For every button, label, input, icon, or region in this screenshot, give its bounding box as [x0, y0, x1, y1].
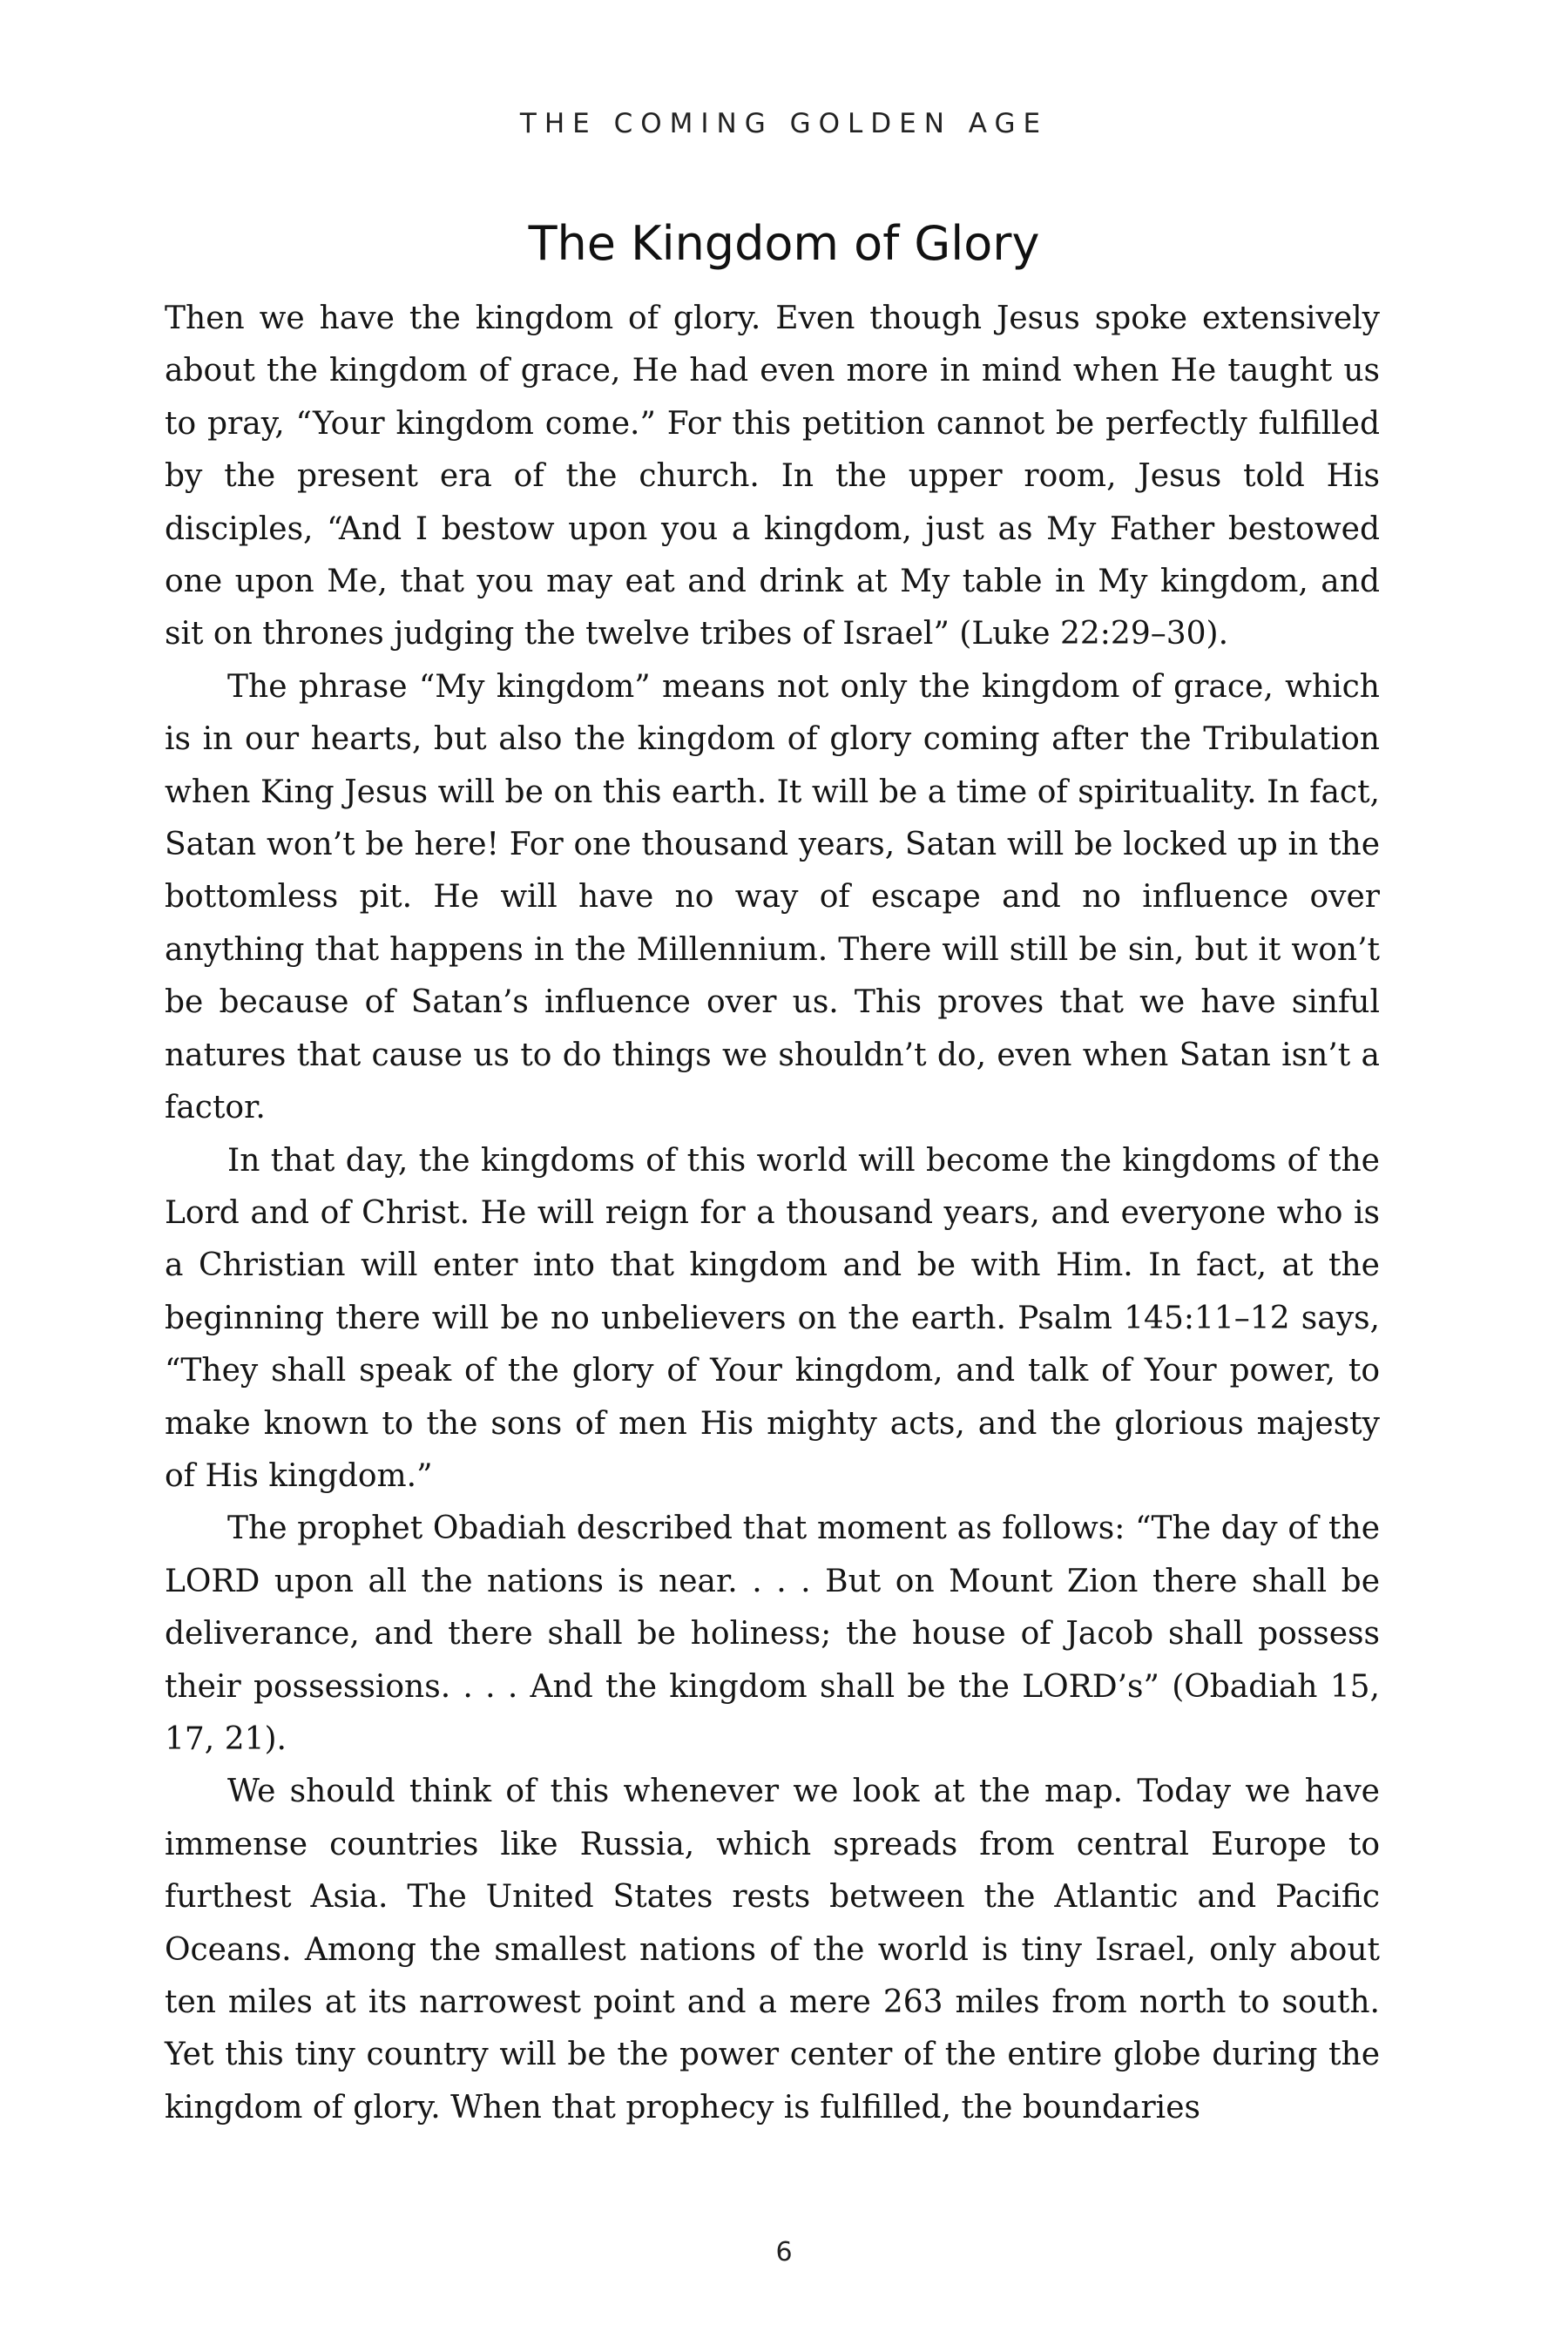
- body-text: [165, 293, 1380, 2134]
- paragraph: The prophet Obadiah described that moment as follows: “The day of the LORD upon all the nations is near. . . . But on Mount Zion there shall be deliverance, and there shall be holiness; the house of Jacob shall possess their possessions. . . . And the kingdom shall be the LORD’s” (Obadiah 15, 17, 21).: [165, 1511, 1380, 1757]
- paragraph: Then we have the kingdom of glory. Even though Jesus spoke extensively about the kingdom of grace, He had even more in mind when He taught us to pray, “Your kingdom come.” For this petition cannot be perfectly fulfilled by the present era of the church. In the upper room, Jesus told His disciples, “And I bestow upon you a kingdom, just as My Father bestowed one upon Me, that you may eat and drink at My table in My kingdom, and sit on thrones judging the twelve tribes of Israel” (Luke 22:29–30).: [165, 301, 1380, 652]
- section-title: The Kingdom of Glory: [528, 216, 1040, 271]
- page-number: 6: [775, 2237, 793, 2268]
- paragraph: The phrase “My kingdom” means not only the kingdom of grace, which is in our hearts, but also the kingdom of glory coming after the Tribulation when King Jesus will be on this earth. It will be a time of spirituality. In fact, Satan won’t be here! For one thousand years, Satan will be locked up in the bottomless pit. He will have no way of escape and no influence over anything that happens in the Millennium. There will still be sin, but it won’t be because of Satan’s influence over us. This proves that we have sinful natures that cause us to do things we shouldn’t do, even when Satan isn’t a factor.: [165, 668, 1380, 1126]
- paragraph: In that day, the kingdoms of this world will become the kingdoms of the Lord and of Christ. He will reign for a thousand years, and everyone who is a Christian will enter into that kingdom and be with Him. In fact, at the beginning there will be no unbelievers on the earth. Psalm 145:11–12 says, “They shall speak of the glory of Your kingdom, and talk of Your power, to make known to the sons of men His mighty acts, and the glorious majesty of His kingdom.”: [165, 1142, 1380, 1494]
- paragraph: We should think of this whenever we look at the map. Today we have immense countries like Russia, which spreads from central Europe to furthest Asia. The United States rests between the Atlantic and Pacific Oceans. Among the smallest nations of the world is tiny Israel, only about ten miles at its narrowest point and a mere 263 miles from north to south. Yet this tiny country will be the power center of the entire globe during the kingdom of glory. When that prophecy is fulfilled, the boundaries: [165, 1774, 1380, 2126]
- running-head: THE COMING GOLDEN AGE: [519, 108, 1049, 139]
